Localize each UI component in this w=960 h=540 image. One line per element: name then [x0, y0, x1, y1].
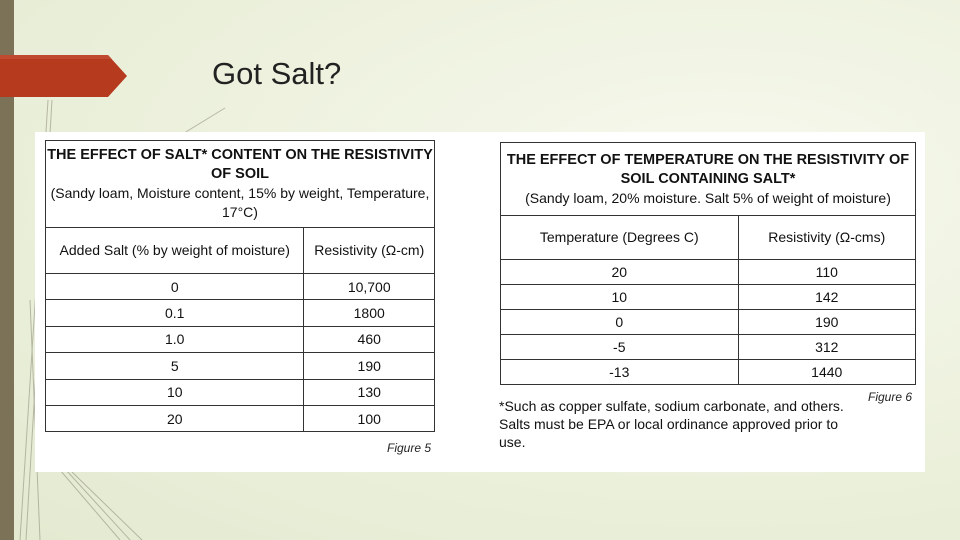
table-cell: 20	[46, 405, 304, 431]
table-row	[46, 326, 435, 352]
salt-footnote: *Such as copper sulfate, sodium carbonate, and others. Salts must be EPA or local ordinance approved prior to use.	[499, 398, 844, 450]
table-row	[501, 285, 916, 310]
table-cell: 1440	[738, 360, 915, 385]
table-row	[501, 260, 916, 285]
table-cell: 20	[501, 260, 739, 285]
column-header: Resistivity (Ω-cm)	[304, 228, 435, 274]
table-row	[46, 274, 435, 300]
table-row	[46, 405, 435, 431]
figure-6-label: Figure 6	[868, 390, 913, 404]
table-cell: -5	[501, 335, 739, 360]
table-row	[501, 335, 916, 360]
table-cell: 10	[501, 285, 739, 310]
salt-table-caption	[46, 141, 435, 228]
table-row	[501, 310, 916, 335]
table-row	[501, 360, 916, 385]
temp-table-caption	[501, 143, 916, 216]
temperature-resistivity-table	[500, 142, 916, 385]
table-cell: 1.0	[46, 326, 304, 352]
table-cell: -13	[501, 360, 739, 385]
table-cell: 10,700	[304, 274, 435, 300]
table-cell: 0.1	[46, 300, 304, 326]
table-cell: 460	[304, 326, 435, 352]
temp-table-subtitle: (Sandy loam, 20% moisture. Salt 5% of weight of moisture)	[525, 189, 891, 206]
temp-table-title: THE EFFECT OF TEMPERATURE ON THE RESISTIVITY OF SOIL CONTAINING SALT*	[506, 151, 910, 187]
table-cell: 142	[738, 285, 915, 310]
table-row	[46, 353, 435, 379]
table-cell: 190	[304, 353, 435, 379]
column-header: Resistivity (Ω-cms)	[738, 216, 915, 260]
salt-table-subtitle: (Sandy loam, Moisture content, 15% by weight, Temperature, 17°C)	[50, 185, 430, 220]
table-cell: 10	[46, 379, 304, 405]
salt-table-title: THE EFFECT OF SALT* CONTENT ON THE RESISTIVITY OF SOIL	[47, 147, 433, 182]
salt-resistivity-table	[45, 140, 435, 432]
table-row	[46, 379, 435, 405]
figure-panel	[35, 132, 925, 472]
column-header: Added Salt (% by weight of moisture)	[46, 228, 304, 274]
table-row	[46, 300, 435, 326]
title-arrow-icon	[0, 55, 127, 97]
table-cell: 5	[46, 353, 304, 379]
table-cell: 0	[501, 310, 739, 335]
table-cell: 0	[46, 274, 304, 300]
column-header: Temperature (Degrees C)	[501, 216, 739, 260]
table-cell: 1800	[304, 300, 435, 326]
table-cell: 190	[738, 310, 915, 335]
table-cell: 110	[738, 260, 915, 285]
table-cell: 130	[304, 379, 435, 405]
slide-title: Got Salt?	[212, 56, 342, 91]
table-cell: 312	[738, 335, 915, 360]
table-cell: 100	[304, 405, 435, 431]
figure-5-label: Figure 5	[387, 441, 432, 455]
